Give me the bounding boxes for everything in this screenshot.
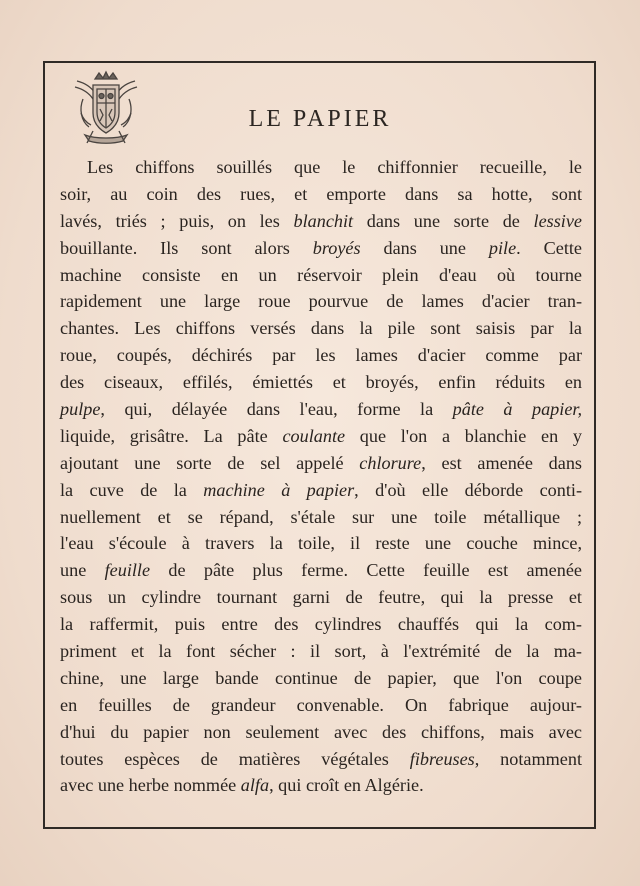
text-run: bouillante. Ils sont alors: [60, 237, 313, 258]
text-run: lavés, triés ; puis, on les: [60, 210, 294, 231]
italic-term: fibreuses: [409, 748, 475, 769]
text-run: nuellement et se répand, s'étale sur une toile métallique ;: [60, 506, 582, 527]
body-text-line: [60, 530, 582, 557]
text-run: , est amenée dans: [421, 452, 582, 473]
body-text-line: [60, 692, 582, 719]
italic-term: blanchit: [293, 210, 354, 231]
body-text-line: [60, 181, 582, 208]
text-run: que l'on a blanchie en y: [345, 425, 583, 446]
text-run: , qui, délayée dans l'eau, forme la: [100, 399, 453, 420]
body-text-line: [60, 423, 582, 450]
text-run: priment et la font sécher : il sort, à l'extrémité de la ma-: [60, 641, 582, 662]
body-text-line: [60, 369, 582, 396]
text-run: roue, coupés, déchirés par les lames d'acier comme par: [60, 345, 582, 366]
body-text-line: [60, 477, 582, 504]
body-text-line: [60, 772, 582, 799]
text-run: la raffermit, puis entre des cylindres chauffés qui la com-: [60, 614, 582, 635]
text-run: chine, une large bande continue de papier, que l'on coupe: [60, 667, 582, 688]
body-text-line: [60, 557, 582, 584]
heraldic-shield-emblem-icon: [73, 69, 139, 147]
text-run: rapidement une large roue pourvue de lames d'acier tran-: [60, 291, 582, 312]
italic-term: machine à papier: [203, 479, 355, 500]
text-run: une: [60, 560, 105, 581]
body-text-line: [60, 584, 582, 611]
text-run: l'eau s'écoule à travers la toile, il reste une couche mince,: [60, 533, 582, 554]
article-body: [60, 154, 582, 799]
body-text-line: [60, 396, 582, 423]
text-run: chantes. Les chiffons versés dans la pile sont saisis par la: [60, 318, 582, 339]
body-text-line: [60, 154, 582, 181]
body-text-line: [60, 208, 582, 235]
italic-term: coulante: [282, 425, 346, 446]
italic-term: pile: [488, 237, 517, 258]
italic-term: pâte à papier,: [452, 399, 582, 420]
text-run: , notamment: [474, 748, 583, 769]
italic-term: pulpe: [60, 399, 101, 420]
italic-term: broyés: [312, 237, 361, 258]
text-run: dans une sorte de: [353, 210, 534, 231]
body-text-line: [60, 450, 582, 477]
italic-term: lessive: [533, 210, 582, 231]
text-run: . Cette: [516, 237, 583, 258]
body-text-line: [60, 611, 582, 638]
body-text-line: [60, 235, 582, 262]
body-text-line: [60, 504, 582, 531]
text-run: sous un cylindre tournant garni de feutre, qui la presse et: [60, 587, 582, 608]
text-run: soir, au coin des rues, et emporte dans sa hotte, sont: [60, 183, 582, 204]
text-run: ajoutant une sorte de sel appelé: [60, 452, 360, 473]
text-run: d'hui du papier non seulement avec des chiffons, mais avec: [60, 721, 582, 742]
italic-term: alfa: [240, 775, 270, 796]
body-text-line: [60, 288, 582, 315]
text-run: de pâte plus ferme. Cette feuille est amenée: [150, 560, 582, 581]
text-run: dans une: [360, 237, 489, 258]
text-run: des ciseaux, effilés, émiettés et broyés, enfin réduits en: [60, 372, 582, 393]
text-run: liquide, grisâtre. La pâte: [60, 425, 283, 446]
page-title: LE PAPIER: [248, 106, 392, 132]
body-text-line: [60, 315, 582, 342]
text-run: , qui croît en Algérie.: [269, 775, 424, 796]
italic-term: feuille: [104, 560, 151, 581]
body-text-line: [60, 719, 582, 746]
body-text-line: [60, 262, 582, 289]
text-run: Les chiffons souillés que le chiffonnier recueille, le: [87, 157, 582, 177]
text-run: , d'où elle déborde conti-: [354, 479, 583, 500]
text-run: toutes espèces de matières végétales: [60, 748, 410, 769]
text-run: avec une herbe nommée: [60, 775, 241, 796]
italic-term: chlorure: [359, 452, 422, 473]
body-text-line: [60, 638, 582, 665]
text-run: machine consiste en un réservoir plein d'eau où tourne: [60, 264, 582, 285]
body-text-line: [60, 665, 582, 692]
body-text-line: [60, 746, 582, 773]
text-run: la cuve de la: [60, 479, 204, 500]
body-text-line: [60, 342, 582, 369]
text-run: en feuilles de grandeur convenable. On fabrique aujour-: [60, 694, 582, 715]
